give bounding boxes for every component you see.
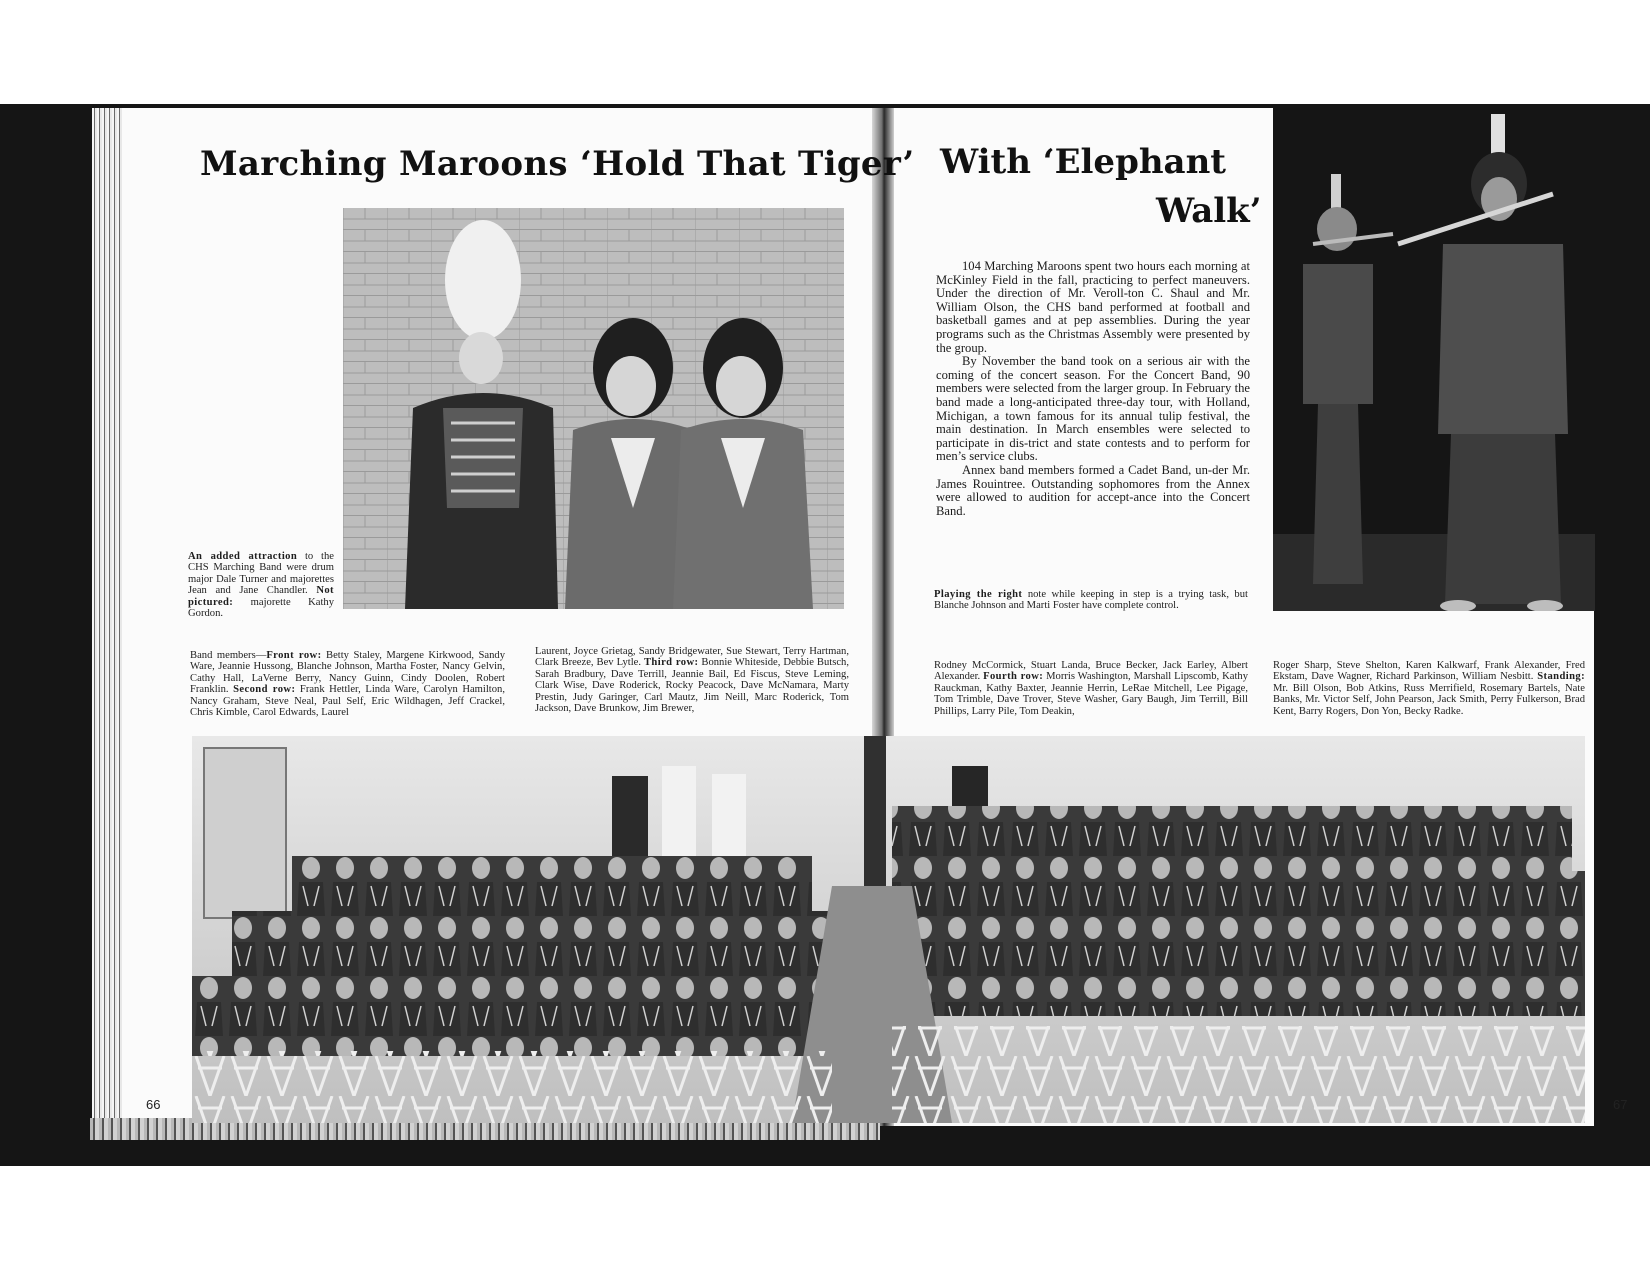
caption-text: to the CHS Marching Band were drum major Dale Turner and majorettes Jean and Jane Chandler.: [188, 551, 334, 597]
flutists-caption-text: note while keeping in step is a trying task, but Blanche Johnson and Marti Foster have complete control.: [934, 589, 1248, 612]
fourth-row-label: Fourth row:: [983, 671, 1044, 683]
band-caption-column-4: [1273, 660, 1585, 717]
flutists-caption-lead: Playing the right: [934, 589, 1023, 600]
article-paragraph-2: By November the band took on a serious air with the coming of the concert season. For the Concert Band, 90 members were selected from the larger group. In February the band made a long-anticipated three-day tour, with Holland, Michigan, a town famous for its annual tulip festival, the main destination. In March ensembles were selected to participate in dis-trict and state contests and to perform for men’s service clubs.: [936, 354, 1250, 464]
page-number-right: 67: [1613, 1097, 1628, 1112]
front-row-names: Betty Staley, Margene Kirkwood, Sandy Ware, Jeannie Hussong, Blanche Johnson, Martha Foster, Nancy Gelvin, Cathy Hall, LaVerne Berry, Nancy Guinn, Cindy Doolen, Robert Franklin.: [190, 650, 506, 696]
page-number-left: 66: [146, 1097, 161, 1112]
second-row-label: Second row:: [233, 684, 296, 696]
flute-players-photo: [1273, 104, 1595, 611]
fourth-row-names: Morris Washington, Marshall Lipscomb, Kathy Rauckman, Kathy Baxter, Jeannie Herrin, LeRae Mitchell, Lee Pigage, Tom Trimble, Dave Trover, Steve Washer, Gary Baugh, Jim Terrill, Bill Phillips, Larry Pile, Tom Deakin,: [934, 671, 1248, 717]
drum-major-photo: [343, 208, 844, 609]
full-band-group-photo: [192, 736, 1585, 1123]
page-edge-strip: [92, 108, 122, 1128]
second-row-names: Frank Hettler, Linda Ware, Carolyn Hamilton, Nancy Graham, Steve Neal, Paul Self, Eric Wildhagen, Jeff Crackel, Chris Kimble, Carol Edwards, Laurel: [190, 684, 505, 719]
band-caption-intro: Band members—: [190, 650, 267, 661]
article-body: [936, 260, 1250, 518]
continued-names: Laurent, Joyce Grietag, Sandy Bridgewater, Sue Stewart, Terry Hartman, Clark Breeze, Bev Lytle.: [535, 646, 849, 669]
caption-not-pictured: Not pictured:: [188, 585, 334, 608]
standing-names: Mr. Bill Olson, Bob Atkins, Russ Merrifield, Rosemary Bartels, Nate Banks, Mr. Victor Self, John Pearson, Jack Smith, Perry Fulkerson, Brad Kent, Barry Rogers, Don Yon, Becky Radke.: [1273, 682, 1585, 717]
article-paragraph-1: 104 Marching Maroons spent two hours each morning at McKinley Field in the fall, practicing to perfect maneuvers. Under the direction of Mr. Veroll-ton C. Shaul and Mr. William Olson, the CHS band performed at football and basketball games and at pep assemblies. During the year programs such as the Christmas Assembly were presented by the group.: [936, 259, 1250, 355]
band-caption-column-1: [190, 650, 505, 718]
caption-text-2: majorette Kathy Gordon.: [188, 596, 334, 620]
caption-lead: An added attraction: [188, 551, 298, 562]
right-headline-line-2: Walk’: [1156, 191, 1262, 231]
drum-major-caption: [188, 551, 334, 619]
article-paragraph-3: Annex band members formed a Cadet Band, un-der Mr. James Rouintree. Outstanding sophomores from the Annex were allowed to audition for accept-ance into the Concert Band.: [936, 462, 1250, 518]
third-row-names: Bonnie Whiteside, Debbie Butsch, Sarah Bradbury, Dave Terrill, Jeannie Bail, Ed Fiscus, Steve Leming, Clark Wise, Dave Roderick, Rocky Peacock, Dave McNamara, Marty Prestin, Judy Garinger, Carl Mautz, Jim Neill, Marc Roderick, Tom Jackson, Dave Brunkow, Jim Brewer,: [535, 657, 849, 715]
right-headline-line-1: With ‘Elephant: [940, 142, 1227, 182]
third-row-label: Third row:: [643, 657, 699, 669]
band-caption-column-2: [535, 646, 849, 714]
continued-names-4: Roger Sharp, Steve Shelton, Karen Kalkwarf, Frank Alexander, Fred Ekstam, Dave Wagner, Richard Parkinson, William Nesbitt.: [1273, 660, 1585, 683]
front-row-label: Front row:: [266, 650, 322, 661]
standing-label: Standing:: [1537, 671, 1585, 683]
band-caption-column-3: [934, 660, 1248, 717]
left-headline: Marching Maroons ‘Hold That Tiger’: [200, 144, 915, 184]
flutists-caption: [934, 589, 1248, 612]
continued-names-3: Rodney McCormick, Stuart Landa, Bruce Becker, Jack Earley, Albert Alexander.: [934, 660, 1248, 683]
